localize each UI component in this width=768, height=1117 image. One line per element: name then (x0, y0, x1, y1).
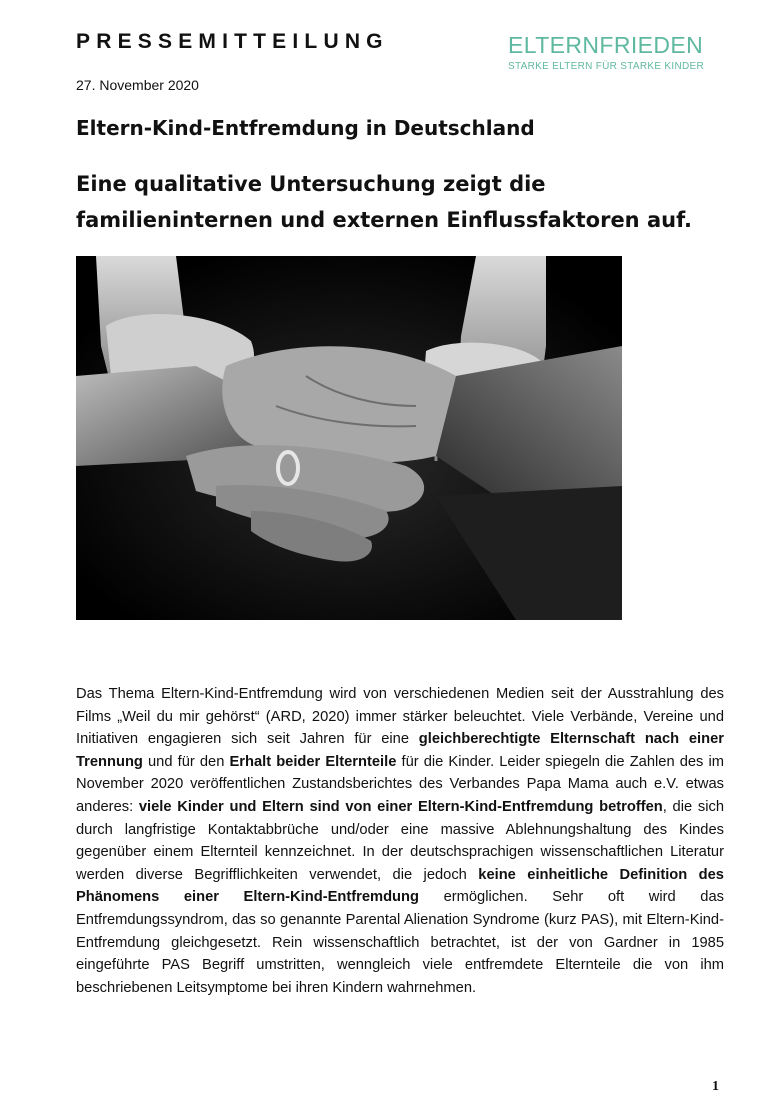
page-number: 1 (712, 1079, 719, 1094)
brand-name: ELTERNFRIEDEN (508, 32, 704, 58)
body-bold-equal-parenting: gleichberechtigte Elternschaft nach einer Trennung (76, 731, 724, 770)
body-text-1: Das Thema Eltern-Kind-Entfremdung wird von verschiedenen Medien seit der Ausstrahlung des Films „Weil du mir gehörst“ (ARD, 2020) immer stärker beleuchtet. Viele Verbände, Vereine und Initiativen engagieren sich seit Jahren für eine (76, 686, 724, 748)
body-text-4: , die sich durch langfristige Kontaktabbrüche und/oder eine massive Ablehnungshaltung des Kindes gegenüber einem Elternteil kennzeichnet. In der deutschsprachigen wissenschaftlichen Literatur werden diverse Begrifflichkeiten verwendet, die jedoch (76, 798, 724, 883)
release-date: 27. November 2020 (76, 77, 199, 93)
body-bold-no-definition: keine einheitliche Definition des Phänomens einer Eltern-Kind-Entfremdung (76, 866, 724, 906)
body-bold-both-parents: Erhalt beider Elternteile (229, 753, 397, 770)
page-title: Eltern-Kind-Entfremdung in Deutschland (76, 116, 535, 140)
hands-holding-photo-icon (76, 256, 622, 620)
body-text-3: für die Kinder. Leider spiegeln die Zahlen des im November 2020 veröffentlichen Zustandsberichtes des Verbandes Papa Mama auch e.V. etwas anderes: (76, 753, 724, 815)
brand-tagline: STARKE ELTERN FÜR STARKE KINDER (508, 61, 704, 72)
press-release-label: PRESSEMITTEILUNG (76, 30, 389, 53)
body-text-2: und für den (142, 753, 230, 770)
body-text-5: ermöglichen. Sehr oft wird das Entfremdungssyndrom, das so genannte Parental Alienation Syndrome (kurz PAS), mit Eltern-Kind-Entfremdung gleichgesetzt. Rein wissenschaftlich betrachtet, ist der von Gardner in 1985 eingeführte PAS Begriff umstritten, wenngleich viele entfremdete Elternteile die von ihm beschriebenen Leitsymptome bei ihren Kindern wahrnehmen. (76, 889, 724, 996)
page-subtitle: Eine qualitative Untersuchung zeigt die familieninternen und externen Einflussfaktoren auf. (76, 172, 693, 232)
body-paragraph (76, 683, 724, 999)
brand-logo (508, 32, 708, 72)
body-bold-affected: viele Kinder und Eltern sind von einer Eltern-Kind-Entfremdung betroffen (138, 798, 663, 815)
hands-holding-photo (76, 256, 622, 620)
